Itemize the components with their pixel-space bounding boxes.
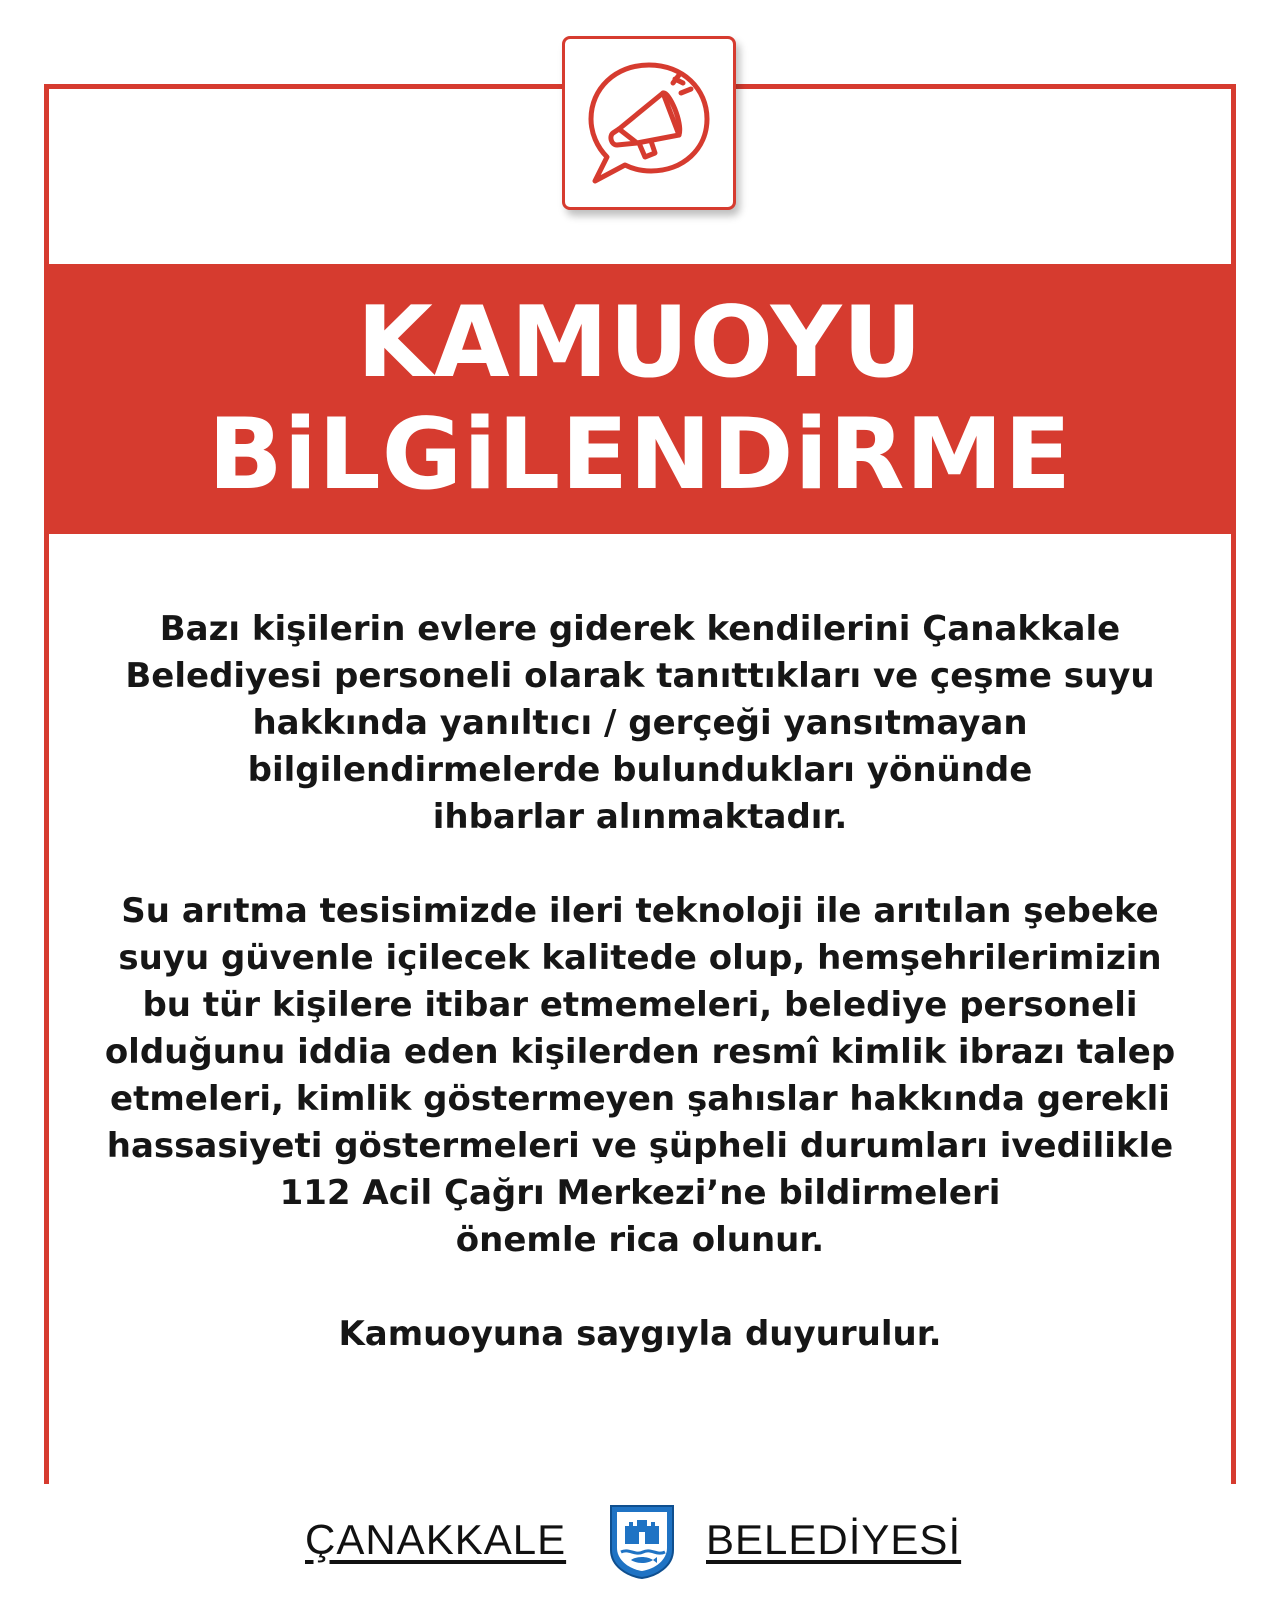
paragraph-2 — [90, 888, 1190, 1264]
announcement-icon-box — [562, 36, 736, 210]
footer-municipality-label: BELEDİYESİ — [706, 1516, 962, 1563]
title-line-2: BiLGiLENDiRME — [207, 398, 1073, 512]
closing-line: Kamuoyuna saygıyla duyurulur. — [338, 1314, 942, 1354]
footer — [0, 1488, 1280, 1588]
municipality-logo-icon — [607, 1500, 677, 1580]
paragraph-2-line: hassasiyeti göstermeleri ve şüpheli durumları ivedilikle — [106, 1126, 1174, 1166]
paragraph-2-line: suyu güvenle içilecek kalitede olup, hemşehrilerimizin — [118, 938, 1162, 978]
title-line-1: KAMUOYU — [356, 286, 924, 400]
paragraph-2-line: 112 Acil Çağrı Merkezi’ne bildirmeleri — [279, 1173, 1001, 1213]
paragraph-2-line: Su arıtma tesisimizde ileri teknoloji ile arıtılan şebeke — [121, 891, 1159, 931]
paragraph-1 — [90, 606, 1190, 841]
paragraph-1-line: Belediyesi personeli olarak tanıttıkları ve çeşme suyu — [125, 656, 1155, 696]
footer-city-name: ÇANAKKALE — [305, 1516, 567, 1563]
megaphone-icon — [579, 53, 719, 193]
paragraph-1-line: Bazı kişilerin evlere giderek kendilerini Çanakkale — [159, 609, 1121, 649]
paragraph-2-line: etmeleri, kimlik göstermeyen şahıslar hakkında gerekli — [110, 1079, 1170, 1119]
paragraph-1-line: hakkında yanıltıcı / gerçeği yansıtmayan — [252, 703, 1028, 743]
paragraph-1-line: ihbarlar alınmaktadır. — [432, 797, 848, 837]
paragraph-2-line: bu tür kişilere itibar etmemeleri, belediye personeli — [142, 985, 1138, 1025]
title-banner — [44, 264, 1236, 534]
paragraph-2-line: önemle rica olunur. — [455, 1220, 825, 1260]
paragraph-1-line: bilgilendirmelerde bulundukları yönünde — [247, 750, 1033, 790]
closing-statement — [90, 1311, 1190, 1358]
paragraph-2-line: olduğunu iddia eden kişilerden resmî kimlik ibrazı talep — [104, 1032, 1176, 1072]
